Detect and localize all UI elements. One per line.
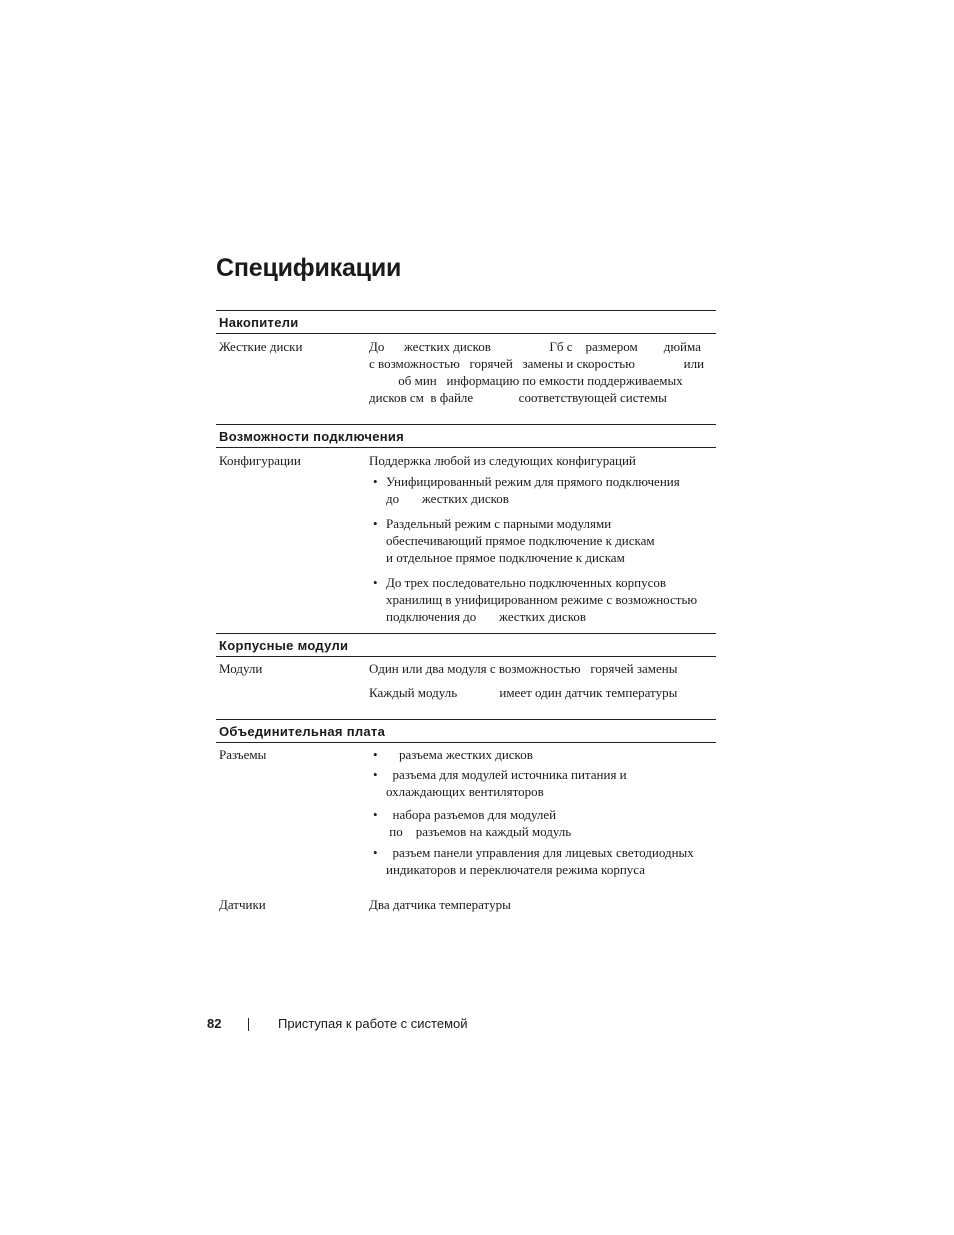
- bullet-text: разъема жестких дисков: [386, 747, 533, 762]
- bullet-text: и отдельное прямое подключение к дискам: [386, 550, 625, 565]
- bullet-text: до жестких дисков: [386, 491, 509, 506]
- storage-header: Накопители: [216, 310, 716, 334]
- bullet-dot: •: [373, 516, 378, 531]
- backplane-section: [216, 719, 716, 912]
- hdd-line-4: дисков см в файле соответствующей системы: [369, 390, 667, 405]
- bullet-text: Унифицированный режим для прямого подключения: [386, 474, 680, 489]
- sensors-label: Датчики: [219, 897, 266, 912]
- storage-section: [216, 310, 716, 414]
- connector-bullet-4: [369, 844, 711, 882]
- bullet-text: охлаждающих вентиляторов: [386, 784, 544, 799]
- hdd-line-1: До жестких дисков Гб с размером дюйма: [369, 339, 701, 354]
- bullet-text: разъем панели управления для лицевых светодиодных: [386, 845, 694, 860]
- config-bullet-3: [369, 574, 711, 629]
- bullet-text: разъема для модулей источника питания и: [386, 767, 627, 782]
- connectors-label: Разъемы: [219, 747, 267, 762]
- bullet-text: обеспечивающий прямое подключение к дискам: [386, 533, 655, 548]
- bullet-dot: •: [373, 767, 378, 782]
- hdd-row: [216, 338, 716, 418]
- config-bullet-1: [369, 473, 711, 513]
- bullet-dot: •: [373, 807, 378, 822]
- enclosure-section: [216, 633, 716, 717]
- bullet-dot: •: [373, 747, 378, 762]
- sensors-value: Два датчика температуры: [369, 897, 511, 912]
- modules-line-2: Каждый модуль имеет один датчик температуры: [369, 685, 678, 700]
- config-value: [369, 452, 711, 624]
- config-label: Конфигурации: [219, 453, 301, 468]
- bullet-dot: •: [373, 845, 378, 860]
- hdd-label: Жесткие диски: [219, 339, 303, 354]
- page-footer: [0, 1016, 954, 1036]
- modules-row: [216, 660, 716, 720]
- connector-bullet-2: [369, 766, 711, 804]
- backplane-header: Объединительная плата: [216, 719, 716, 743]
- sensors-row: [216, 896, 716, 916]
- bullet-text: подключения до жестких дисков: [386, 609, 587, 624]
- hdd-value: [369, 338, 711, 406]
- connector-bullet-3: [369, 806, 711, 843]
- bullet-text: До трех последовательно подключенных корпусов: [386, 575, 666, 590]
- config-bullet-2: [369, 515, 711, 570]
- connector-bullet-1: [369, 746, 711, 766]
- bullet-dot: •: [373, 575, 378, 590]
- bullet-text: индикаторов и переключателя режима корпуса: [386, 862, 645, 877]
- connectors-row: [216, 746, 716, 881]
- hdd-line-3: об мин информацию по емкости поддерживаемых: [369, 373, 683, 388]
- page-title: Спецификации: [216, 254, 402, 282]
- bullet-text: по разъемов на каждый модуль: [386, 824, 572, 839]
- page-number: 82: [207, 1016, 222, 1031]
- connectivity-header: Возможности подключения: [216, 424, 716, 448]
- enclosure-header: Корпусные модули: [216, 633, 716, 657]
- bullet-text: хранилищ в унифицированном режиме с возможностью: [386, 592, 698, 607]
- connectors-value: [369, 746, 711, 879]
- modules-value: [369, 660, 711, 701]
- modules-label: Модули: [219, 661, 263, 676]
- bullet-text: Раздельный режим с парными модулями: [386, 516, 612, 531]
- footer-separator: [248, 1018, 249, 1031]
- modules-line-1: Один или два модуля с возможностью горячей замены: [369, 661, 678, 676]
- config-row: [216, 452, 716, 632]
- connectivity-section: [216, 424, 716, 628]
- footer-chapter-title: Приступая к работе с системой: [278, 1016, 468, 1031]
- bullet-text: набора разъемов для модулей: [386, 807, 557, 822]
- bullet-dot: •: [373, 474, 378, 489]
- config-intro: Поддержка любой из следующих конфигураций: [369, 453, 636, 468]
- hdd-line-2: с возможностью горячей замены и скоростью или: [369, 356, 705, 371]
